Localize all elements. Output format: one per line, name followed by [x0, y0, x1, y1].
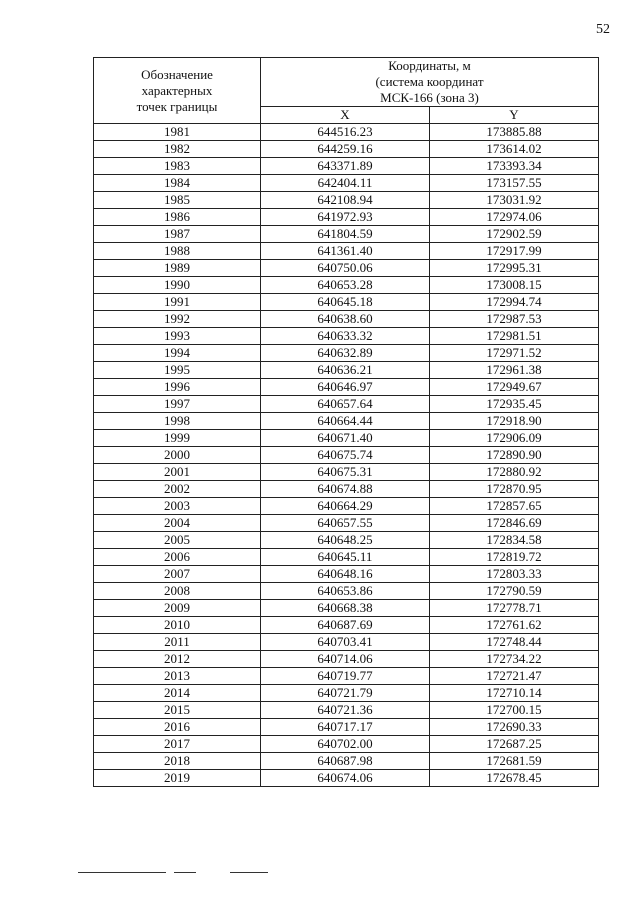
x-cell: 642108.94 — [261, 192, 430, 209]
table-row — [94, 464, 599, 481]
y-cell: 172790.59 — [430, 583, 599, 600]
table-row — [94, 447, 599, 464]
x-cell: 640633.32 — [261, 328, 430, 345]
x-cell: 640702.00 — [261, 736, 430, 753]
y-cell: 172678.45 — [430, 770, 599, 787]
x-cell: 640664.29 — [261, 498, 430, 515]
point-id-cell: 1997 — [94, 396, 261, 413]
y-cell: 172687.25 — [430, 736, 599, 753]
point-id-cell: 2014 — [94, 685, 261, 702]
header-coordinates — [261, 58, 599, 107]
y-cell: 172857.65 — [430, 498, 599, 515]
point-id-cell: 1996 — [94, 379, 261, 396]
table-row — [94, 566, 599, 583]
y-cell: 172995.31 — [430, 260, 599, 277]
y-cell: 172906.09 — [430, 430, 599, 447]
x-cell: 640719.77 — [261, 668, 430, 685]
y-cell: 173031.92 — [430, 192, 599, 209]
table-row — [94, 549, 599, 566]
point-id-cell: 2006 — [94, 549, 261, 566]
point-id-cell: 1990 — [94, 277, 261, 294]
y-cell: 172880.92 — [430, 464, 599, 481]
coordinates-table — [93, 57, 599, 787]
y-cell: 172870.95 — [430, 481, 599, 498]
point-id-cell: 2017 — [94, 736, 261, 753]
page-number: 52 — [596, 22, 610, 37]
table-row — [94, 243, 599, 260]
table-row — [94, 583, 599, 600]
table-row — [94, 124, 599, 141]
point-id-cell: 1981 — [94, 124, 261, 141]
y-cell: 172834.58 — [430, 532, 599, 549]
x-cell: 640636.21 — [261, 362, 430, 379]
point-id-cell: 2013 — [94, 668, 261, 685]
table-row — [94, 396, 599, 413]
y-cell: 172710.14 — [430, 685, 599, 702]
x-cell: 640653.28 — [261, 277, 430, 294]
point-id-cell: 2001 — [94, 464, 261, 481]
table-row — [94, 430, 599, 447]
table-row — [94, 362, 599, 379]
table-row — [94, 379, 599, 396]
header-y: Y — [430, 107, 599, 124]
x-cell: 644516.23 — [261, 124, 430, 141]
point-id-cell: 2000 — [94, 447, 261, 464]
point-id-cell: 1991 — [94, 294, 261, 311]
point-id-cell: 1993 — [94, 328, 261, 345]
x-cell: 640648.25 — [261, 532, 430, 549]
table-row — [94, 209, 599, 226]
table-row — [94, 532, 599, 549]
table-row — [94, 413, 599, 430]
table-row — [94, 685, 599, 702]
y-cell: 172778.71 — [430, 600, 599, 617]
x-cell: 641804.59 — [261, 226, 430, 243]
y-cell: 172935.45 — [430, 396, 599, 413]
point-id-cell: 1989 — [94, 260, 261, 277]
table-row — [94, 668, 599, 685]
x-cell: 640675.74 — [261, 447, 430, 464]
point-id-cell: 1995 — [94, 362, 261, 379]
header-x: X — [261, 107, 430, 124]
table-row — [94, 498, 599, 515]
x-cell: 644259.16 — [261, 141, 430, 158]
y-cell: 172721.47 — [430, 668, 599, 685]
table-row — [94, 719, 599, 736]
table-row — [94, 634, 599, 651]
header-point-label-line: точек границы — [136, 98, 218, 114]
x-cell: 640653.86 — [261, 583, 430, 600]
x-cell: 640645.11 — [261, 549, 430, 566]
y-cell: 172974.06 — [430, 209, 599, 226]
table-row — [94, 345, 599, 362]
y-cell: 172734.22 — [430, 651, 599, 668]
point-id-cell: 2007 — [94, 566, 261, 583]
header-coordinates-line: Координаты, м — [388, 58, 471, 73]
x-cell: 640750.06 — [261, 260, 430, 277]
x-cell: 640668.38 — [261, 600, 430, 617]
table-row — [94, 651, 599, 668]
x-cell: 640674.88 — [261, 481, 430, 498]
y-cell: 172918.90 — [430, 413, 599, 430]
x-cell: 640674.06 — [261, 770, 430, 787]
x-cell: 641972.93 — [261, 209, 430, 226]
x-cell: 640645.18 — [261, 294, 430, 311]
point-id-cell: 1988 — [94, 243, 261, 260]
y-cell: 172681.59 — [430, 753, 599, 770]
point-id-cell: 2015 — [94, 702, 261, 719]
x-cell: 640671.40 — [261, 430, 430, 447]
point-id-cell: 1994 — [94, 345, 261, 362]
x-cell: 640664.44 — [261, 413, 430, 430]
x-cell: 640632.89 — [261, 345, 430, 362]
y-cell: 172890.90 — [430, 447, 599, 464]
x-cell: 640721.79 — [261, 685, 430, 702]
point-id-cell: 2011 — [94, 634, 261, 651]
table-row — [94, 192, 599, 209]
point-id-cell: 2003 — [94, 498, 261, 515]
y-cell: 172971.52 — [430, 345, 599, 362]
table-row — [94, 277, 599, 294]
point-id-cell: 1987 — [94, 226, 261, 243]
x-cell: 643371.89 — [261, 158, 430, 175]
table-row — [94, 158, 599, 175]
y-cell: 173393.34 — [430, 158, 599, 175]
x-cell: 640638.60 — [261, 311, 430, 328]
table-row — [94, 294, 599, 311]
table-row — [94, 600, 599, 617]
header-point-label-line: характерных — [141, 82, 213, 98]
table-row — [94, 753, 599, 770]
x-cell: 640657.55 — [261, 515, 430, 532]
table-row — [94, 702, 599, 719]
y-cell: 173008.15 — [430, 277, 599, 294]
table-row — [94, 175, 599, 192]
point-id-cell: 2009 — [94, 600, 261, 617]
x-cell: 640717.17 — [261, 719, 430, 736]
table-row — [94, 328, 599, 345]
y-cell: 172994.74 — [430, 294, 599, 311]
y-cell: 172819.72 — [430, 549, 599, 566]
x-cell: 642404.11 — [261, 175, 430, 192]
y-cell: 172961.38 — [430, 362, 599, 379]
y-cell: 172917.99 — [430, 243, 599, 260]
x-cell: 640657.64 — [261, 396, 430, 413]
point-id-cell: 1986 — [94, 209, 261, 226]
table-row — [94, 770, 599, 787]
y-cell: 173885.88 — [430, 124, 599, 141]
point-id-cell: 2012 — [94, 651, 261, 668]
y-cell: 172949.67 — [430, 379, 599, 396]
table-row — [94, 226, 599, 243]
header-point-label — [94, 58, 261, 124]
point-id-cell: 1999 — [94, 430, 261, 447]
header-coordinates-line: (система координат — [375, 74, 484, 89]
point-id-cell: 2010 — [94, 617, 261, 634]
x-cell: 640703.41 — [261, 634, 430, 651]
table-row — [94, 481, 599, 498]
x-cell: 640646.97 — [261, 379, 430, 396]
point-id-cell: 2019 — [94, 770, 261, 787]
y-cell: 173157.55 — [430, 175, 599, 192]
y-cell: 172987.53 — [430, 311, 599, 328]
point-id-cell: 2005 — [94, 532, 261, 549]
point-id-cell: 1982 — [94, 141, 261, 158]
point-id-cell: 2002 — [94, 481, 261, 498]
y-cell: 172981.51 — [430, 328, 599, 345]
x-cell: 640721.36 — [261, 702, 430, 719]
point-id-cell: 1992 — [94, 311, 261, 328]
y-cell: 172748.44 — [430, 634, 599, 651]
x-cell: 640675.31 — [261, 464, 430, 481]
point-id-cell: 2018 — [94, 753, 261, 770]
y-cell: 172761.62 — [430, 617, 599, 634]
x-cell: 640687.98 — [261, 753, 430, 770]
point-id-cell: 2016 — [94, 719, 261, 736]
table-row — [94, 311, 599, 328]
y-cell: 172846.69 — [430, 515, 599, 532]
x-cell: 641361.40 — [261, 243, 430, 260]
point-id-cell: 1983 — [94, 158, 261, 175]
point-id-cell: 2004 — [94, 515, 261, 532]
y-cell: 172690.33 — [430, 719, 599, 736]
y-cell: 172803.33 — [430, 566, 599, 583]
point-id-cell: 1998 — [94, 413, 261, 430]
header-point-label-line: Обозначение — [141, 66, 213, 82]
table-row — [94, 260, 599, 277]
header-coordinates-line: МСК-166 (зона 3) — [380, 90, 479, 105]
table-row — [94, 736, 599, 753]
y-cell: 173614.02 — [430, 141, 599, 158]
x-cell: 640714.06 — [261, 651, 430, 668]
table-row — [94, 515, 599, 532]
y-cell: 172700.15 — [430, 702, 599, 719]
point-id-cell: 1984 — [94, 175, 261, 192]
y-cell: 172902.59 — [430, 226, 599, 243]
point-id-cell: 1985 — [94, 192, 261, 209]
footer-rule — [78, 872, 278, 876]
x-cell: 640648.16 — [261, 566, 430, 583]
table-row — [94, 141, 599, 158]
point-id-cell: 2008 — [94, 583, 261, 600]
x-cell: 640687.69 — [261, 617, 430, 634]
table-row — [94, 617, 599, 634]
